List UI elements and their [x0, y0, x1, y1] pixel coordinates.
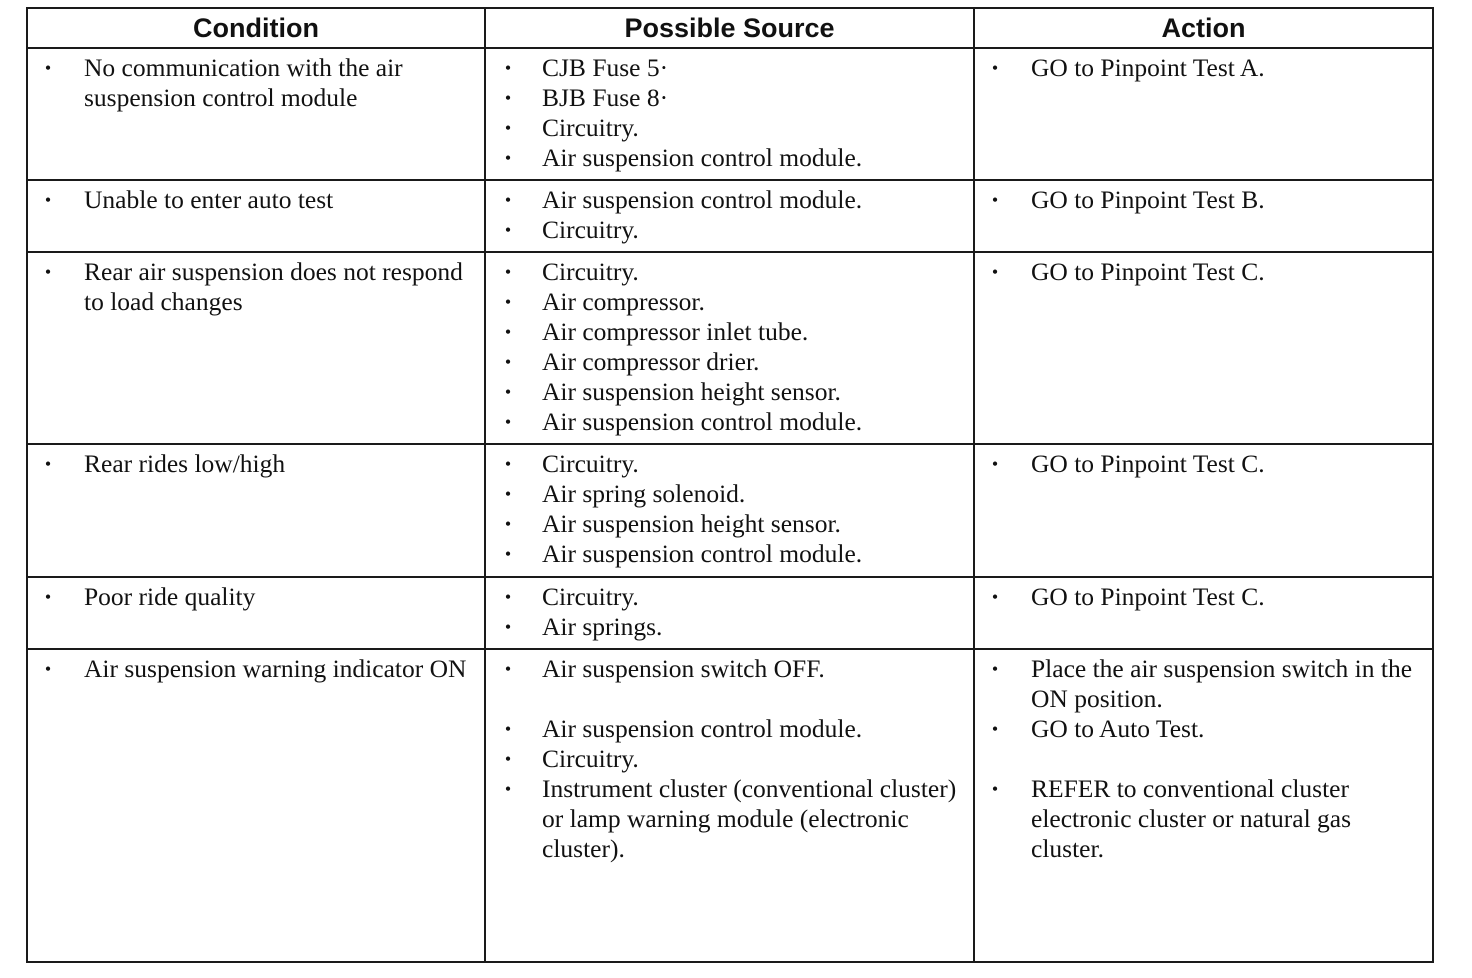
condition-cell: [27, 577, 485, 649]
action-text: REFER to conventional cluster electronic cluster or natural gas cluster.: [1031, 774, 1352, 863]
source-text: Air compressor.: [542, 287, 705, 316]
action-cell: [974, 577, 1433, 649]
table-row: [27, 649, 1433, 962]
list-item: [486, 612, 973, 642]
header-condition: Condition: [27, 8, 485, 48]
bullet-icon: •: [991, 58, 999, 78]
list-item: [486, 407, 973, 437]
bullet-icon: •: [44, 587, 52, 607]
source-text: Air suspension height sensor.: [542, 509, 841, 538]
list-item: [486, 654, 973, 684]
bullet-icon: •: [504, 88, 512, 108]
list-item: [28, 257, 484, 317]
bullet-icon: •: [44, 659, 52, 679]
bullet-icon: •: [991, 262, 999, 282]
list-item: [486, 257, 973, 287]
list-item: [486, 479, 973, 509]
list-item: [28, 185, 484, 215]
table-row: [27, 444, 1433, 577]
bullet-icon: •: [504, 322, 512, 342]
list-item: [486, 185, 973, 215]
source-text: Circuitry.: [542, 744, 639, 773]
bullet-icon: •: [44, 262, 52, 282]
bullet-icon: •: [504, 659, 512, 679]
bullet-icon: •: [504, 58, 512, 78]
list-item: [975, 714, 1432, 744]
source-cell: [485, 252, 974, 444]
bullet-icon: •: [991, 190, 999, 210]
list-item: [975, 257, 1432, 287]
bullet-icon: •: [44, 454, 52, 474]
list-item: [28, 654, 484, 684]
bullet-icon: •: [991, 779, 999, 799]
source-text: Air suspension control module.: [542, 185, 863, 214]
source-cell: [485, 444, 974, 577]
action-text: GO to Pinpoint Test C.: [1031, 582, 1265, 611]
condition-cell: [27, 252, 485, 444]
bullet-icon: •: [504, 220, 512, 240]
source-cell: [485, 48, 974, 180]
condition-cell: [27, 48, 485, 180]
source-text: Air suspension height sensor.: [542, 377, 841, 406]
source-text: Circuitry.: [542, 215, 639, 244]
action-cell: [974, 48, 1433, 180]
action-cell: [974, 180, 1433, 252]
bullet-icon: •: [504, 382, 512, 402]
bullet-icon: •: [44, 190, 52, 210]
header-possible-source: Possible Source: [485, 8, 974, 48]
list-item: [486, 143, 973, 173]
source-text: Circuitry.: [542, 449, 639, 478]
bullet-icon: •: [504, 514, 512, 534]
source-text: Air spring solenoid.: [542, 479, 746, 508]
list-item: [28, 53, 484, 113]
source-text: Air suspension control module.: [542, 407, 863, 436]
condition-cell: [27, 180, 485, 252]
source-text: Circuitry.: [542, 113, 639, 142]
source-text: Air suspension control module.: [542, 143, 863, 172]
list-item: [486, 113, 973, 143]
condition-text: Unable to enter auto test: [84, 185, 334, 214]
source-text: Air springs.: [542, 612, 663, 641]
list-item: [975, 654, 1432, 714]
source-text: Air compressor inlet tube.: [542, 317, 809, 346]
header-action: Action: [974, 8, 1433, 48]
source-text: CJB Fuse 5·: [542, 53, 669, 82]
diagnostic-table: [26, 7, 1434, 963]
source-text: Air suspension switch OFF.: [542, 654, 825, 683]
action-text: GO to Auto Test.: [1031, 714, 1205, 743]
condition-cell: [27, 649, 485, 962]
action-text: GO to Pinpoint Test C.: [1031, 257, 1265, 286]
list-item: [486, 317, 973, 347]
condition-text: Rear air suspension does not respond to load changes: [84, 257, 463, 316]
condition-text: Poor ride quality: [84, 582, 256, 611]
list-item: [975, 185, 1432, 215]
source-text: Air compressor drier.: [542, 347, 760, 376]
bullet-icon: •: [504, 484, 512, 504]
list-item: [486, 744, 973, 774]
list-item: [486, 449, 973, 479]
bullet-icon: •: [504, 292, 512, 312]
bullet-icon: •: [504, 779, 512, 799]
source-text: BJB Fuse 8·: [542, 83, 669, 112]
source-text: Air suspension control module.: [542, 714, 863, 743]
action-cell: [974, 444, 1433, 577]
action-text: GO to Pinpoint Test B.: [1031, 185, 1265, 214]
bullet-icon: •: [991, 454, 999, 474]
header-row: [27, 8, 1433, 48]
list-item: [486, 774, 973, 864]
list-item: [486, 582, 973, 612]
bullet-icon: •: [504, 148, 512, 168]
bullet-icon: •: [504, 190, 512, 210]
list-item: [486, 714, 973, 744]
bullet-icon: •: [504, 544, 512, 564]
bullet-icon: •: [504, 352, 512, 372]
bullet-icon: •: [504, 587, 512, 607]
condition-text: No communication with the air suspension control module: [84, 53, 403, 112]
condition-text: Air suspension warning indicator ON: [84, 654, 467, 683]
bullet-icon: •: [504, 719, 512, 739]
bullet-icon: •: [504, 454, 512, 474]
action-cell: [974, 649, 1433, 962]
source-cell: [485, 577, 974, 649]
source-cell: [485, 649, 974, 962]
table-row: [27, 48, 1433, 180]
source-cell: [485, 180, 974, 252]
action-cell: [974, 252, 1433, 444]
source-text: Circuitry.: [542, 582, 639, 611]
table-row: [27, 180, 1433, 252]
action-text: GO to Pinpoint Test C.: [1031, 449, 1265, 478]
list-item: [486, 509, 973, 539]
list-item: [486, 215, 973, 245]
list-item: [486, 539, 973, 569]
list-item: [975, 582, 1432, 612]
bullet-icon: •: [991, 719, 999, 739]
condition-text: Rear rides low/high: [84, 449, 286, 478]
action-text: Place the air suspension switch in the ON position.: [1031, 654, 1413, 713]
bullet-icon: •: [504, 412, 512, 432]
condition-cell: [27, 444, 485, 577]
list-item: [975, 449, 1432, 479]
source-text: Instrument cluster (conventional cluster) or lamp warning module (electronic cluster).: [542, 774, 957, 863]
bullet-icon: •: [991, 587, 999, 607]
bullet-icon: •: [504, 118, 512, 138]
list-item: [486, 83, 973, 113]
list-item: [28, 449, 484, 479]
bullet-icon: •: [504, 749, 512, 769]
list-item: [486, 347, 973, 377]
list-item: [486, 53, 973, 83]
bullet-icon: •: [991, 659, 999, 679]
bullet-icon: •: [504, 262, 512, 282]
list-item: [975, 53, 1432, 83]
list-item: [486, 287, 973, 317]
list-item: [28, 582, 484, 612]
source-text: Circuitry.: [542, 257, 639, 286]
table-row: [27, 252, 1433, 444]
list-item: [486, 377, 973, 407]
list-item: [975, 774, 1432, 864]
source-text: Air suspension control module.: [542, 539, 863, 568]
action-text: GO to Pinpoint Test A.: [1031, 53, 1265, 82]
table-row: [27, 577, 1433, 649]
bullet-icon: •: [504, 617, 512, 637]
bullet-icon: •: [44, 58, 52, 78]
